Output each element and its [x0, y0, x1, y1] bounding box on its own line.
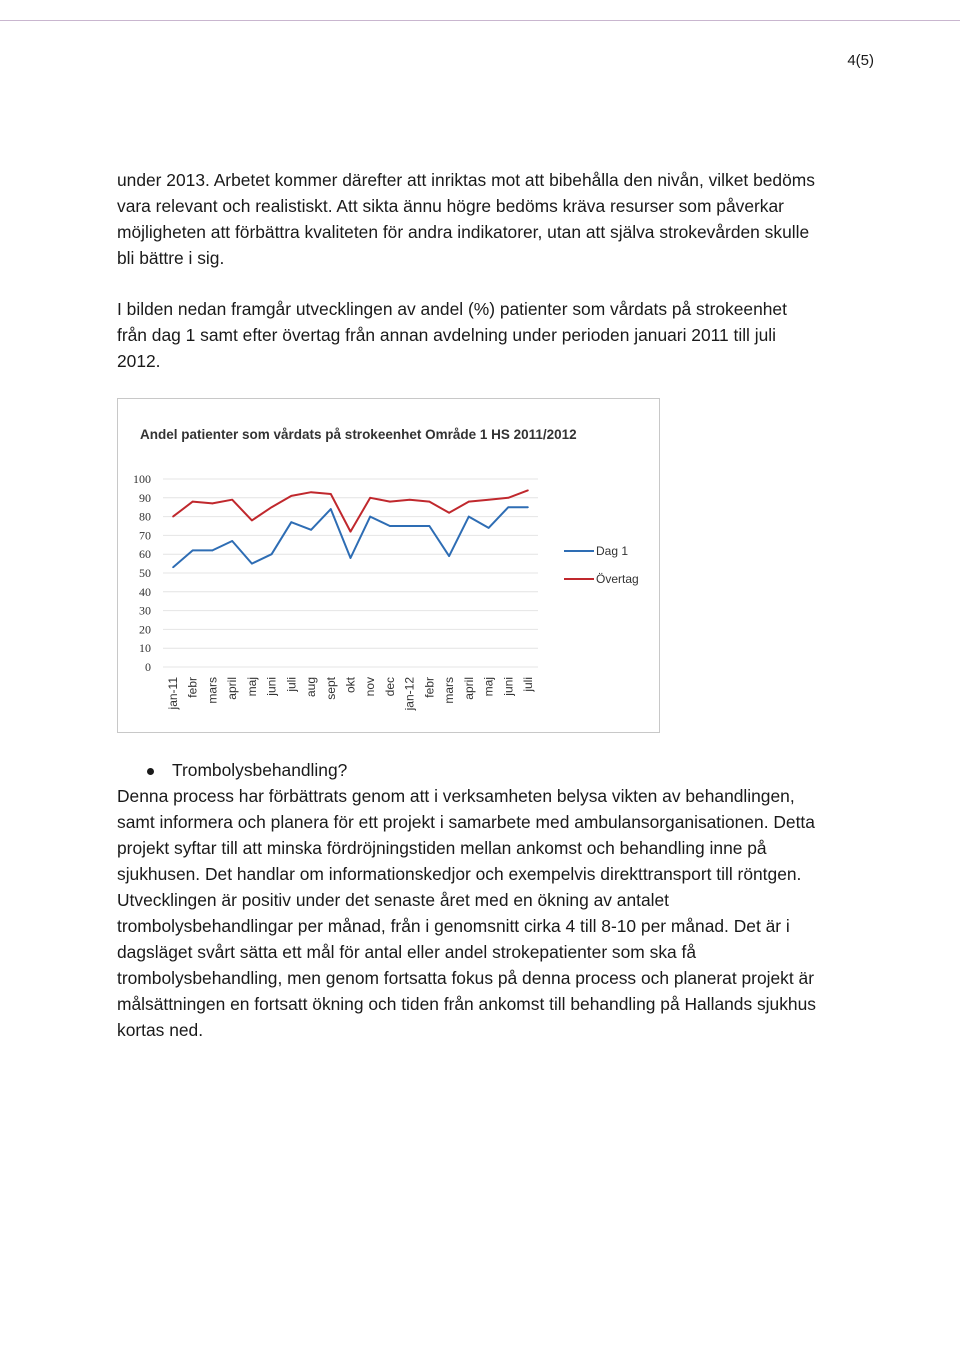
data-point	[350, 531, 352, 533]
x-tick-label: jan-11	[166, 677, 180, 710]
data-point	[251, 563, 253, 565]
data-point	[527, 489, 529, 491]
data-point	[488, 499, 490, 501]
data-point	[251, 520, 253, 522]
top-rule	[0, 20, 960, 21]
data-point	[389, 525, 391, 527]
data-point	[507, 497, 509, 499]
x-tick-label: febr	[422, 677, 437, 698]
data-point	[409, 525, 411, 527]
x-tick-label: juni	[501, 677, 516, 696]
data-point	[468, 501, 470, 503]
data-point	[330, 508, 332, 510]
x-tick-label: mars	[442, 677, 457, 704]
x-tick-label: okt	[343, 677, 358, 694]
data-point	[448, 555, 450, 557]
x-tick-label: juli	[284, 677, 299, 692]
data-point	[310, 491, 312, 493]
bullet-item	[147, 757, 347, 783]
y-tick-label: 50	[139, 566, 151, 580]
y-tick-label: 80	[139, 509, 151, 524]
x-tick-label: sept	[323, 677, 338, 700]
y-tick-label: 100	[133, 472, 151, 486]
data-point	[291, 521, 293, 523]
data-point	[389, 501, 391, 503]
y-tick-label: 20	[139, 622, 151, 637]
data-point	[507, 506, 509, 508]
data-point	[448, 512, 450, 514]
data-point	[310, 529, 312, 531]
y-tick-label: 30	[139, 603, 151, 618]
data-point	[330, 493, 332, 495]
data-point	[429, 501, 431, 503]
data-point	[409, 499, 411, 501]
series-line-overtag	[173, 490, 528, 531]
data-point	[429, 525, 431, 527]
data-point	[369, 516, 371, 518]
y-tick-label: 70	[139, 528, 151, 543]
legend-label: Dag 1	[596, 544, 629, 558]
paragraph-intro: under 2013. Arbetet kommer därefter att inriktas mot att bibehålla den nivån, vilket bedöms vara relevant och realistiskt. Att sikta ännu högre bedöms kräva resurser som påverkar möjligheten att förbättra kvaliteten för andra indikatorer, utan att själva strokevården skulle bli bättre i sig.	[117, 170, 815, 268]
data-point	[172, 516, 174, 518]
line-chart	[118, 399, 659, 732]
y-tick-label: 0	[145, 660, 151, 674]
x-tick-label: maj	[481, 677, 496, 697]
data-point	[350, 557, 352, 559]
y-tick-label: 40	[139, 584, 151, 599]
paragraph-trombolys: Denna process har förbättrats genom att i verksamheten belysa vikten av behandlingen, samt informera och planera för ett projekt i samarbete med ambulansorganisationen. Detta projekt syftar till att minska fördröjningstiden mellan ankomst och behandling inne på sjukhusen. Det handlar om informationskedjor och exempelvis direkttransport till röntgen. Utvecklingen är positiv under det senaste året med en ökning av antalet trombolysbehandlingar per månad, från i genomsnitt cirka 4 till 8-10 per månad. Det är i dagsläget svårt sätta ett mål för antal eller andel strokepatienter som ska få trombolysbehandling, men genom fortsatta fokus på denna process och planerat projekt är målsättningen en fortsatt ökning och tiden från ankomst till behandling på Hallands sjukhus kortas ned.	[117, 786, 816, 1040]
x-tick-label: jan-12	[402, 677, 417, 711]
bullet-text: Trombolysbehandling?	[172, 760, 348, 780]
y-tick-label: 10	[139, 641, 151, 656]
data-point	[192, 501, 194, 503]
x-tick-label: maj	[244, 677, 259, 697]
data-point	[192, 550, 194, 552]
x-tick-label: nov	[363, 677, 378, 697]
x-tick-label: dec	[382, 677, 397, 697]
paragraph-chart-description: I bilden nedan framgår utvecklingen av andel (%) patienter som vårdats på strokeenhet från dag 1 samt efter övertag från annan avdelning under perioden januari 2011 till juli 2012.	[117, 299, 787, 371]
data-point	[527, 506, 529, 508]
data-point	[212, 503, 214, 505]
data-point	[212, 550, 214, 552]
legend-label: Övertag	[596, 572, 639, 586]
data-point	[369, 497, 371, 499]
x-tick-label: mars	[205, 677, 220, 704]
x-tick-label: april	[461, 677, 476, 700]
page-number: 4(5)	[847, 52, 874, 69]
bullet-dot	[147, 768, 154, 775]
data-point	[231, 540, 233, 542]
x-tick-label: april	[225, 677, 240, 700]
data-point	[468, 516, 470, 518]
data-point	[271, 506, 273, 508]
x-tick-label: aug	[304, 677, 319, 698]
x-tick-label: febr	[185, 677, 200, 698]
data-point	[172, 567, 174, 569]
chart-frame	[117, 398, 660, 733]
y-tick-label: 90	[139, 490, 151, 505]
y-tick-label: 60	[139, 547, 151, 562]
x-tick-label: juli	[521, 677, 535, 692]
data-point	[271, 553, 273, 555]
x-tick-label: juni	[264, 677, 279, 696]
chart-title: Andel patienter som vårdats på strokeenhet Område 1 HS 2011/2012	[140, 427, 577, 442]
data-point	[291, 495, 293, 497]
data-point	[488, 527, 490, 529]
data-point	[231, 499, 233, 501]
